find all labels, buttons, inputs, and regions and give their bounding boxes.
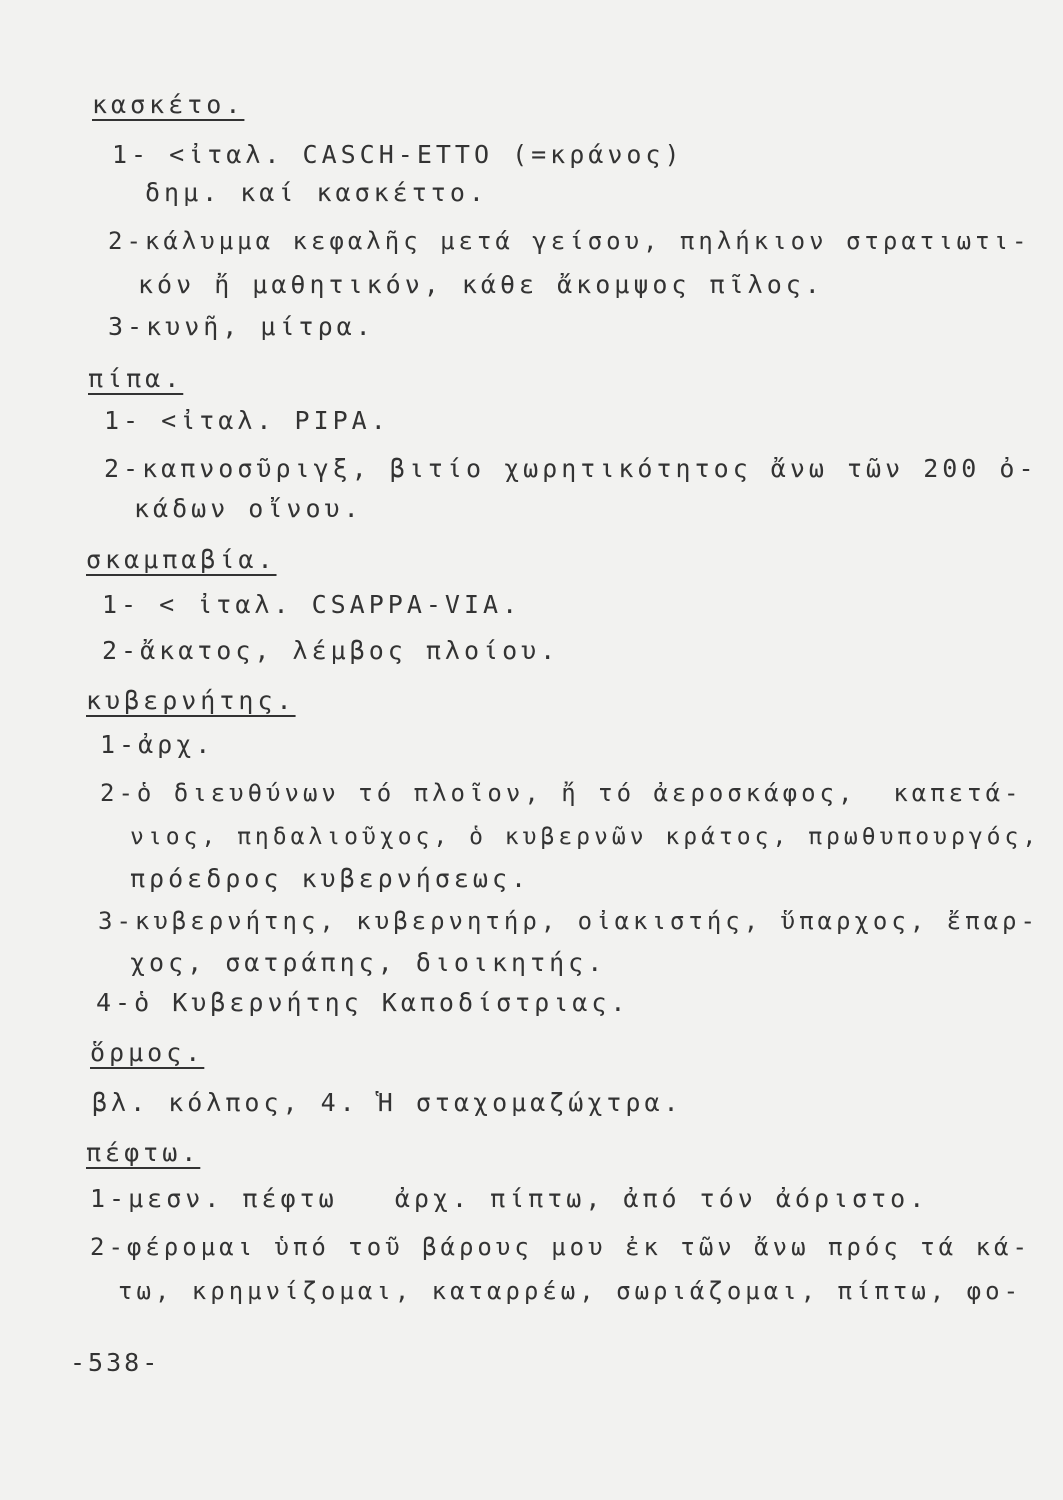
entry-line: 1-ἀρχ. — [100, 730, 215, 759]
entry-line: 1- < ἰταλ. CSAPPA-VIA. — [102, 590, 522, 619]
entry-line: κάδων οἴνου. — [134, 494, 363, 523]
headword-ormos: ὅρμος. — [90, 1038, 205, 1067]
entry-line: τω, κρημνίζομαι, καταρρέω, σωριάζομαι, πίπτω, φο- — [118, 1277, 1023, 1305]
entry-line: νιος, πηδαλιοῦχος, ὁ κυβερνῶν κράτος, πρωθυπουργός, — [130, 824, 1041, 850]
entry-line: 2-καπνοσῦριγξ, βιτίο χωρητικότητος ἄνω τῶν 200 ὀ- — [104, 454, 1038, 483]
entry-line: κόν ἤ μαθητικόν, κάθε ἄκομψος πῖλος. — [138, 270, 824, 299]
entry-line: 2-ὁ διευθύνων τό πλοῖον, ἤ τό ἀεροσκάφος, καπετά- — [100, 779, 1023, 807]
page-number: -538- — [70, 1348, 161, 1377]
entry-line: 3-κυνῆ, μίτρα. — [108, 312, 375, 341]
entry-line: βλ. κόλπος, 4. Ἡ σταχομαζώχτρα. — [92, 1088, 683, 1117]
headword-pipa: πίπα. — [88, 364, 184, 393]
entry-line: 2-κάλυμμα κεφαλῆς μετά γείσου, πηλήκιον στρατιωτι- — [108, 227, 1031, 255]
entry-line: 1- <ἰταλ. CASCH-ETTO (=κράνος) — [112, 140, 684, 169]
headword-kasketo: κασκέτο. — [92, 90, 245, 119]
entry-line: χος, σατράπης, διοικητής. — [130, 948, 607, 977]
entry-line: 1- <ἰταλ. PIPA. — [104, 406, 390, 435]
entry-line: 1-μεσν. πέφτω ἀρχ. πίπτω, ἀπό τόν ἀόριστο. — [90, 1184, 929, 1213]
entry-line: 2-ἄκατος, λέμβος πλοίου. — [102, 636, 560, 665]
entry-line: 4-ὁ Κυβερνήτης Καποδίστριας. — [96, 988, 630, 1017]
entry-line: πρόεδρος κυβερνήσεως. — [130, 864, 531, 893]
headword-kyvernitis: κυβερνήτης. — [86, 686, 296, 715]
entry-line: δημ. καί κασκέττο. — [145, 178, 488, 207]
headword-skampavia: σκαμπαβία. — [86, 545, 277, 574]
entry-line: 2-φέρομαι ὑπό τοῦ βάρους μου ἐκ τῶν ἄνω πρός τά κά- — [90, 1233, 1031, 1261]
entry-line: 3-κυβερνήτης, κυβερνητήρ, οἰακιστής, ὕπαρχος, ἔπαρ- — [98, 907, 1039, 935]
headword-pefto: πέφτω. — [86, 1138, 201, 1167]
